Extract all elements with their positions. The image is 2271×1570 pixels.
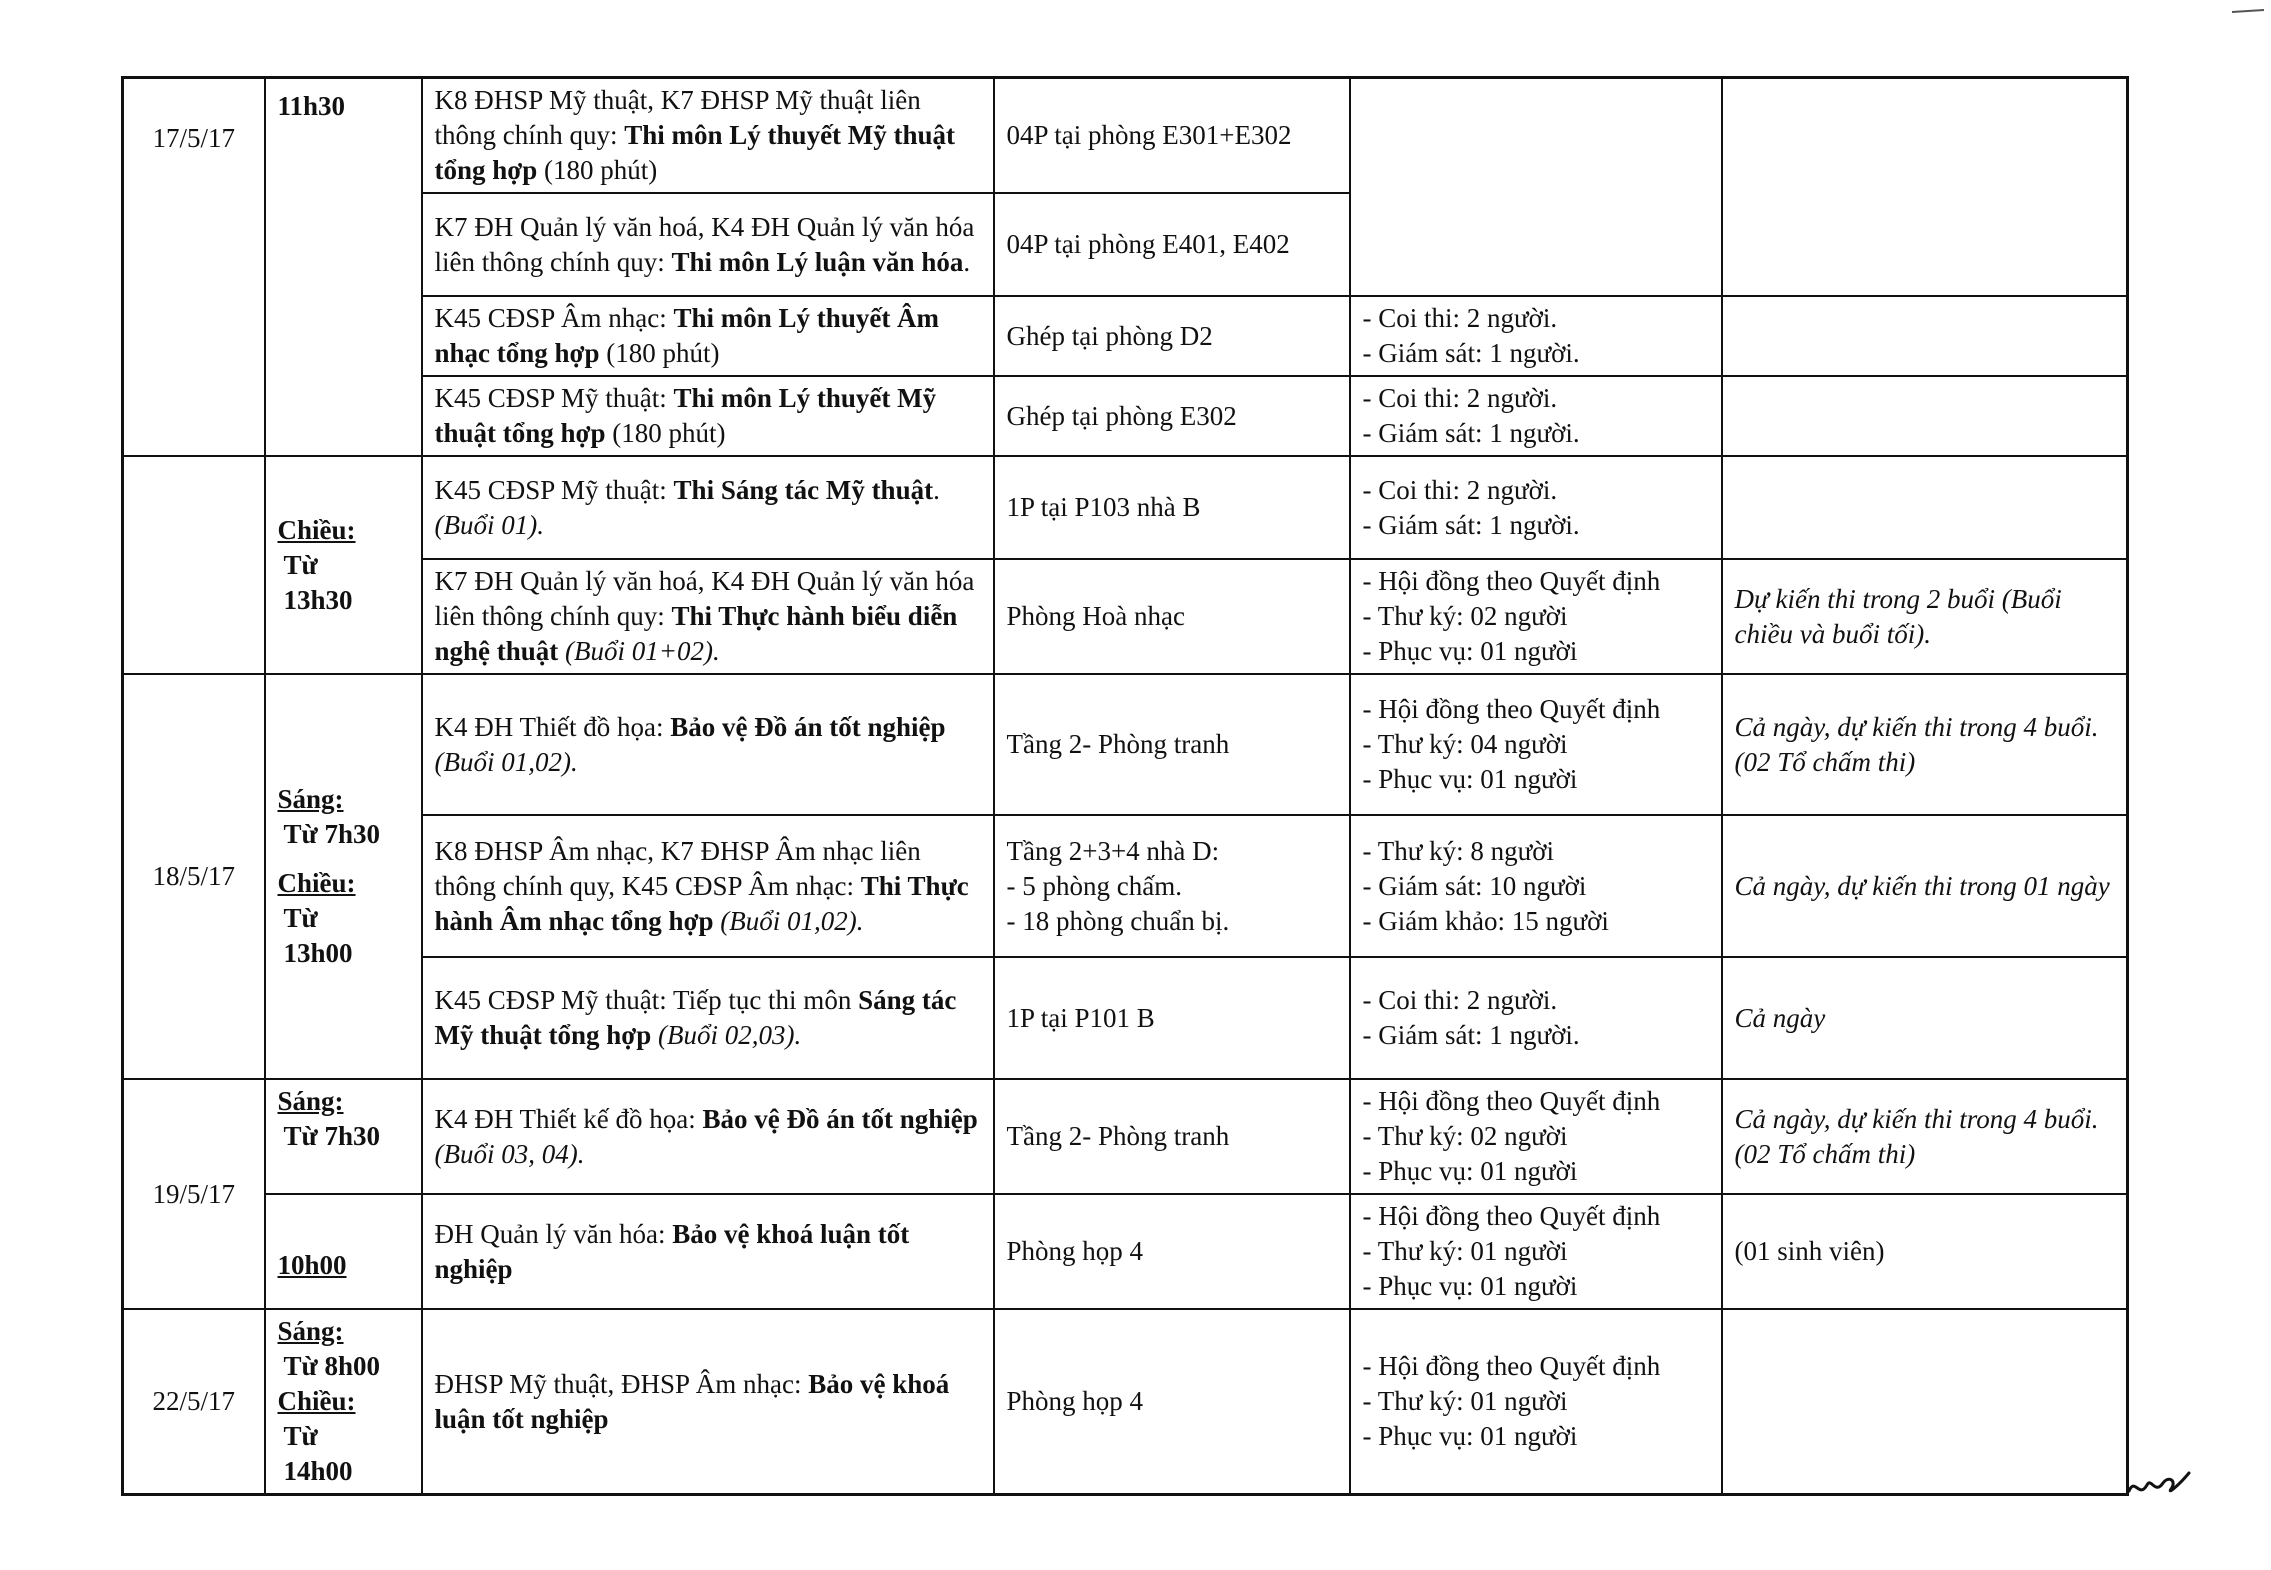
exam-content-cell: K45 CĐSP Mỹ thuật: Thi Sáng tác Mỹ thuật. (Buổi 01). <box>422 456 994 559</box>
room-cell: 1P tại P101 B <box>994 957 1350 1079</box>
staff-cell: - Coi thi: 2 người. - Giám sát: 1 người. <box>1350 376 1722 456</box>
note-cell: Cả ngày, dự kiến thi trong 01 ngày <box>1722 815 2128 957</box>
time-label: 11h30 <box>277 91 346 121</box>
room-cell: Phòng Hoà nhạc <box>994 559 1350 674</box>
exam-content-cell: K45 CĐSP Mỹ thuật: Thi môn Lý thuyết Mỹ thuật tổng hợp (180 phút) <box>422 376 994 456</box>
staff-cell: - Hội đồng theo Quyết định - Thư ký: 02 người - Phục vụ: 01 người <box>1350 1079 1722 1194</box>
time-cell: 10h00 <box>265 1194 422 1309</box>
time-cell <box>265 78 422 457</box>
room-cell: Tầng 2+3+4 nhà D: - 5 phòng chấm. - 18 phòng chuẩn bị. <box>994 815 1350 957</box>
room-cell: 1P tại P103 nhà B <box>994 456 1350 559</box>
handwritten-initial-icon <box>2125 1455 2195 1505</box>
note-cell <box>1722 296 2128 376</box>
exam-schedule-table <box>121 76 2129 1496</box>
time-cell: Chiều: Từ 13h30 <box>265 456 422 674</box>
room-cell: 04P tại phòng E401, E402 <box>994 193 1350 296</box>
exam-content-cell: K7 ĐH Quản lý văn hoá, K4 ĐH Quản lý văn hóa liên thông chính quy: Thi môn Lý luận văn hóa. <box>422 193 994 296</box>
table-row <box>123 559 2128 674</box>
date-cell: 19/5/17 <box>123 1079 265 1309</box>
table-row <box>123 674 2128 815</box>
note-cell <box>1722 78 2128 297</box>
table-row <box>123 1309 2128 1495</box>
room-cell: Phòng họp 4 <box>994 1194 1350 1309</box>
staff-cell: - Hội đồng theo Quyết định - Thư ký: 01 người - Phục vụ: 01 người <box>1350 1194 1722 1309</box>
staff-cell: - Coi thi: 2 người. - Giám sát: 1 người. <box>1350 456 1722 559</box>
time-cell: Sáng: Từ 7h30 <box>265 1079 422 1194</box>
table-row <box>123 456 2128 559</box>
staff-cell: - Coi thi: 2 người. - Giám sát: 1 người. <box>1350 957 1722 1079</box>
time-cell: Sáng: Từ 8h00 Chiều: Từ 14h00 <box>265 1309 422 1495</box>
note-cell <box>1722 1309 2128 1495</box>
table-row <box>123 376 2128 456</box>
staff-cell: - Hội đồng theo Quyết định - Thư ký: 02 người - Phục vụ: 01 người <box>1350 559 1722 674</box>
time-cell: Sáng: Từ 7h30 Chiều: Từ 13h00 <box>265 674 422 1079</box>
exam-content-cell: K7 ĐH Quản lý văn hoá, K4 ĐH Quản lý văn hóa liên thông chính quy: Thi Thực hành biểu diễn nghệ thuật (Buổi 01+02). <box>422 559 994 674</box>
exam-content-cell: K4 ĐH Thiết kế đồ họa: Bảo vệ Đồ án tốt nghiệp (Buổi 03, 04). <box>422 1079 994 1194</box>
note-cell: Cả ngày, dự kiến thi trong 4 buổi. (02 Tổ chấm thi) <box>1722 674 2128 815</box>
note-cell: Dự kiến thi trong 2 buổi (Buổi chiều và buổi tối). <box>1722 559 2128 674</box>
table-row <box>123 1079 2128 1194</box>
room-cell: Tầng 2- Phòng tranh <box>994 674 1350 815</box>
note-cell: Cả ngày <box>1722 957 2128 1079</box>
table-row <box>123 957 2128 1079</box>
exam-content-cell: ĐHSP Mỹ thuật, ĐHSP Âm nhạc: Bảo vệ khoá luận tốt nghiệp <box>422 1309 994 1495</box>
date-cell: 22/5/17 <box>123 1309 265 1495</box>
date-cell: 17/5/17 <box>123 78 265 457</box>
exam-content-cell: K8 ĐHSP Âm nhạc, K7 ĐHSP Âm nhạc liên thông chính quy, K45 CĐSP Âm nhạc: Thi Thực hành Âm nhạc tổng hợp (Buổi 01,02). <box>422 815 994 957</box>
staff-cell: - Thư ký: 8 người - Giám sát: 10 người - Giám khảo: 15 người <box>1350 815 1722 957</box>
note-cell: (01 sinh viên) <box>1722 1194 2128 1309</box>
exam-content-cell: K45 CĐSP Âm nhạc: Thi môn Lý thuyết Âm nhạc tổng hợp (180 phút) <box>422 296 994 376</box>
exam-content-cell: K45 CĐSP Mỹ thuật: Tiếp tục thi môn Sáng tác Mỹ thuật tổng hợp (Buổi 02,03). <box>422 957 994 1079</box>
table-row <box>123 815 2128 957</box>
table-row <box>123 78 2128 194</box>
staff-cell <box>1350 78 1722 297</box>
room-cell: Ghép tại phòng D2 <box>994 296 1350 376</box>
note-cell: Cả ngày, dự kiến thi trong 4 buổi. (02 Tổ chấm thi) <box>1722 1079 2128 1194</box>
staff-cell: - Coi thi: 2 người. - Giám sát: 1 người. <box>1350 296 1722 376</box>
room-cell: 04P tại phòng E301+E302 <box>994 78 1350 194</box>
exam-content-cell: ĐH Quản lý văn hóa: Bảo vệ khoá luận tốt nghiệp <box>422 1194 994 1309</box>
note-cell <box>1722 456 2128 559</box>
staff-cell: - Hội đồng theo Quyết định - Thư ký: 01 người - Phục vụ: 01 người <box>1350 1309 1722 1495</box>
scan-mark-icon <box>2230 6 2266 16</box>
date-cell <box>123 456 265 674</box>
staff-cell: - Hội đồng theo Quyết định - Thư ký: 04 người - Phục vụ: 01 người <box>1350 674 1722 815</box>
room-cell: Tầng 2- Phòng tranh <box>994 1079 1350 1194</box>
table-row <box>123 1194 2128 1309</box>
table-row <box>123 296 2128 376</box>
date-cell: 18/5/17 <box>123 674 265 1079</box>
exam-content-cell: K8 ĐHSP Mỹ thuật, K7 ĐHSP Mỹ thuật liên thông chính quy: Thi môn Lý thuyết Mỹ thuật tổng hợp (180 phút) <box>422 78 994 194</box>
note-cell <box>1722 376 2128 456</box>
room-cell: Phòng họp 4 <box>994 1309 1350 1495</box>
exam-content-cell: K4 ĐH Thiết đồ họa: Bảo vệ Đồ án tốt nghiệp (Buổi 01,02). <box>422 674 994 815</box>
room-cell: Ghép tại phòng E302 <box>994 376 1350 456</box>
